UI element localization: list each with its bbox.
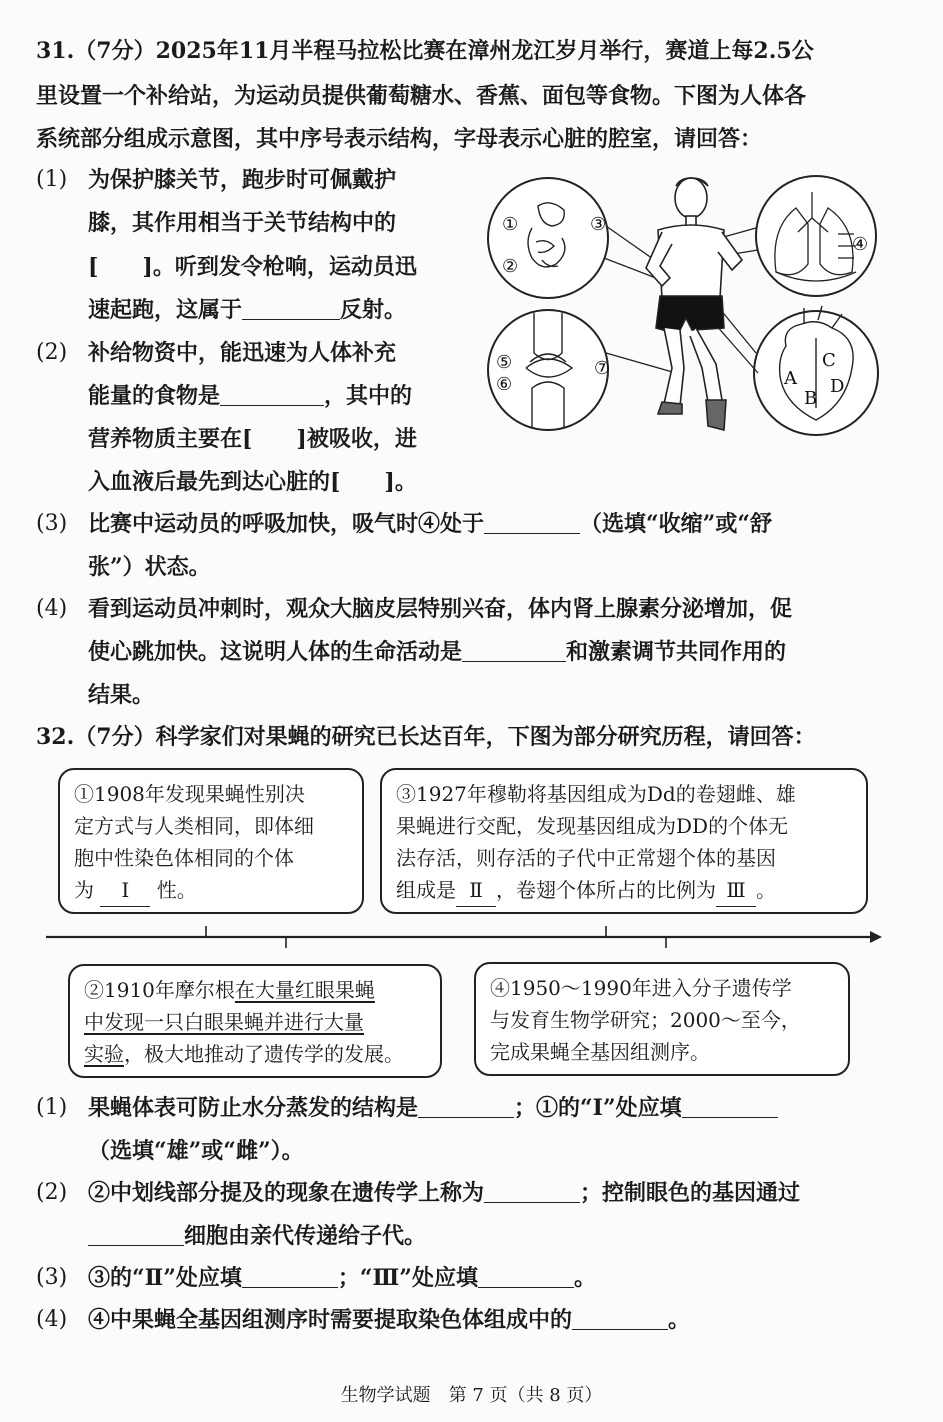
box1-line1: ①1908年发现果蝇性别决 — [74, 782, 305, 806]
q32-s3-blank2[interactable] — [478, 1265, 574, 1288]
label-7: ⑦ — [594, 358, 611, 379]
label-4: ④ — [852, 234, 869, 255]
q32-s4-number: (4) — [36, 1307, 68, 1332]
label-D: D — [830, 376, 845, 397]
label-5: ⑤ — [496, 352, 513, 373]
box4-line2: 与发育生物学研究；2000～至今， — [490, 1008, 801, 1032]
q31-p4-line3: 结果。 — [88, 682, 155, 708]
runner-illustration — [646, 178, 742, 430]
q31-p4-text-b: 和激素调节共同作用的 — [566, 639, 787, 665]
box3-line1: ③1927年穆勒将基因组成为Dd的卷翅雌、雄 — [396, 782, 796, 806]
q31-p2-line2 — [88, 381, 412, 411]
q31-p2-text-b: ，其中的 — [324, 383, 413, 409]
q31-p4-number: (4) — [36, 596, 68, 621]
box1-line4: 为 Ⅰ 性。 — [74, 874, 348, 907]
q31-p2-line4: 入血液后最先到达心脏的[ ]。 — [88, 469, 417, 495]
box3-fill-II: Ⅱ — [456, 874, 496, 907]
q32-s2-blank1[interactable] — [484, 1180, 580, 1203]
box3-line4: 组成是 Ⅱ ，卷翅个体所占的比例为 Ⅲ 。 — [396, 874, 852, 907]
q31-p2-line1: 补给物资中，能迅速为人体补充 — [88, 340, 397, 366]
label-6: ⑥ — [496, 374, 513, 395]
q31-p2-number: (2) — [36, 340, 68, 365]
box1-line2: 定方式与人类相同，即体细 — [74, 814, 314, 838]
q31-p1-line4 — [88, 295, 406, 325]
q31-p4-line2 — [88, 637, 786, 667]
q31-p3-line1 — [88, 509, 772, 539]
box2-line3: 实验，极大地推动了遗传学的发展。 — [84, 1042, 404, 1066]
box4-line3: 完成果蝇全基因组测序。 — [490, 1040, 710, 1064]
timeline-box-1908 — [58, 768, 364, 914]
box3-fill-III: Ⅲ — [716, 874, 756, 907]
box2-line1: ②1910年摩尔根在大量红眼果蝇 — [84, 978, 375, 1002]
timeline-arrow — [46, 926, 884, 948]
page-footer: 生物学试题 第 7 页（共 8 页） — [340, 1385, 603, 1406]
q32-s1-blank2[interactable] — [682, 1095, 778, 1118]
label-1: ① — [502, 214, 519, 235]
box3-line2: 果蝇进行交配，发现基因组成为DD的个体无 — [396, 814, 789, 838]
q31-p3-blank[interactable] — [484, 511, 580, 534]
q31-p2-blank[interactable] — [220, 383, 324, 406]
q31-p4-text-a: 使心跳加快。这说明人体的生命活动是 — [88, 639, 463, 665]
box2-line2: 中发现一只白眼果蝇并进行大量 — [84, 1010, 364, 1034]
label-2: ② — [502, 256, 519, 277]
q32-s4-blank[interactable] — [572, 1307, 668, 1330]
timeline-box-1950 — [474, 962, 850, 1076]
q32-intro: 32.（7分）科学家们对果蝇的研究已长达百年，下图为部分研究历程，请回答： — [36, 724, 816, 750]
q31-intro-line1: 31.（7分）2025年11月半程马拉松比赛在漳州龙江岁月举行，赛道上每2.5公 — [36, 38, 814, 64]
q31-p3-text-b: （选填“收缩”或“舒 — [580, 511, 772, 537]
q32-s4-line1: ④中果蝇全基因组测序时需要提取染色体组成中的 。 — [88, 1307, 691, 1333]
q31-p3-text-a: 比赛中运动员的呼吸加快，吸气时④处于 — [88, 511, 485, 537]
q31-p3-number: (3) — [36, 511, 68, 536]
label-C: C — [822, 350, 836, 371]
q31-p1-line1: 为保护膝关节，跑步时可佩戴护 — [88, 167, 397, 193]
q31-p1-line2: 膝，其作用相当于关节结构中的 — [88, 210, 397, 236]
q31-p4-line1: 看到运动员冲刺时，观众大脑皮层特别兴奋，体内肾上腺素分泌增加，促 — [88, 596, 793, 622]
q32-s3-line1: ③的“Ⅱ”处应填 ；“Ⅲ”处应填 。 — [88, 1265, 596, 1291]
timeline-box-1910 — [68, 964, 442, 1078]
box1-line3: 胞中性染色体相同的个体 — [74, 846, 294, 870]
q32-s2-line2: 细胞由亲代传递给子代。 — [88, 1221, 426, 1251]
body-systems-figure — [486, 168, 886, 440]
q31-intro-line3: 系统部分组成示意图，其中序号表示结构，字母表示心脏的腔室，请回答： — [36, 126, 763, 152]
q32-s2-line1: ②中划线部分提及的现象在遗传学上称为 ；控制眼色的基因通过 — [88, 1180, 801, 1206]
q31-p2-text-a: 能量的食物是 — [88, 383, 221, 409]
q32-s3-number: (3) — [36, 1265, 68, 1290]
q31-p2-line3: 营养物质主要在[ ]被吸收，进 — [88, 426, 417, 452]
q31-p3-line2: 张”）状态。 — [88, 554, 211, 580]
box1-fill-I: Ⅰ — [100, 874, 150, 907]
digestive-circle — [488, 178, 608, 298]
q31-p1-text-b: 反射。 — [340, 297, 407, 323]
q32-s1-line2: （选填“雄”或“雌”）。 — [88, 1138, 304, 1164]
label-A: A — [784, 368, 797, 389]
timeline-box-1927 — [380, 768, 868, 914]
q32-s3-blank1[interactable] — [242, 1265, 338, 1288]
label-3: ③ — [590, 214, 607, 235]
q31-p1-text-a: 速起跑，这属于 — [88, 297, 243, 323]
q31-intro-line2: 里设置一个补给站，为运动员提供葡萄糖水、香蕉、面包等食物。下图为人体各 — [36, 83, 807, 109]
q32-s2-number: (2) — [36, 1180, 68, 1205]
q31-p1-line3: [ ]。听到发令枪响，运动员迅 — [88, 254, 417, 280]
q31-p4-blank[interactable] — [462, 639, 566, 662]
q32-s2-blank2[interactable] — [88, 1223, 184, 1246]
box4-line1: ④1950～1990年进入分子遗传学 — [490, 976, 792, 1000]
q31-p1-blank[interactable] — [242, 297, 340, 320]
q32-s1-number: (1) — [36, 1095, 68, 1120]
box3-line3: 法存活，则存活的子代中正常翅个体的基因 — [396, 846, 776, 870]
label-B: B — [804, 388, 818, 409]
q31-p1-number: (1) — [36, 167, 68, 192]
q32-s1-line1: 果蝇体表可防止水分蒸发的结构是 ；①的“Ⅰ”处应填 — [88, 1093, 778, 1123]
q32-s1-blank1[interactable] — [418, 1095, 514, 1118]
